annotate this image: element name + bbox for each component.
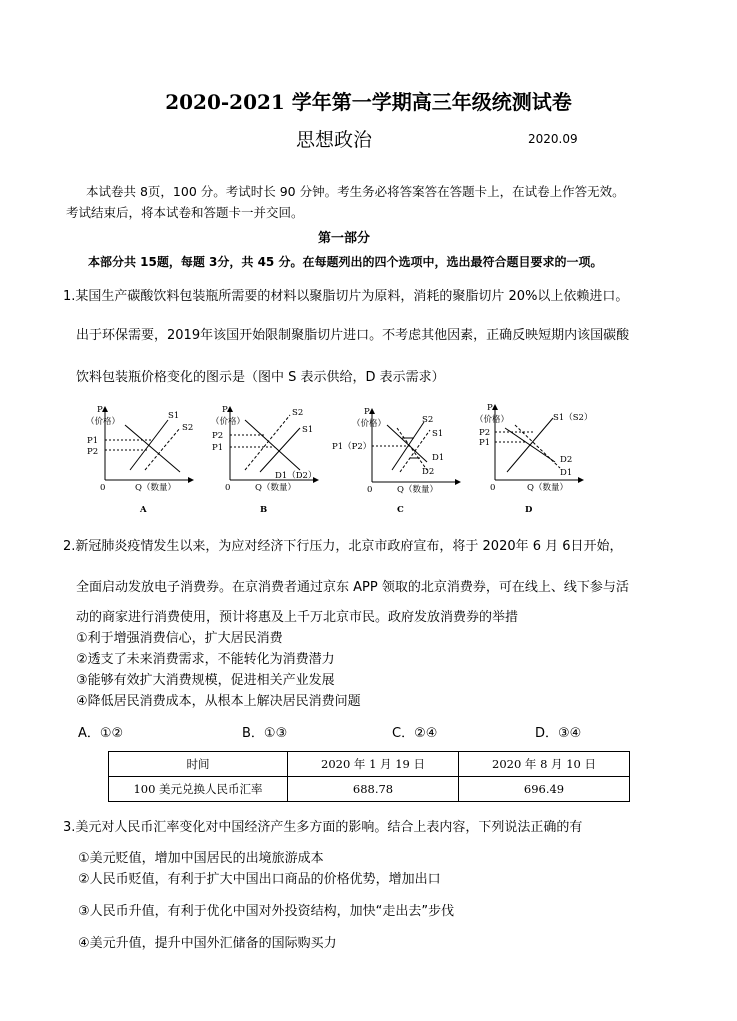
graph-c — [332, 400, 482, 520]
price-label-2: P1 — [212, 443, 224, 453]
table-header-cell: 时间 — [109, 752, 288, 777]
price-label-1: P2 — [212, 431, 224, 441]
q3-stem: 3.美元对人民币汇率变化对中国经济产生多方面的影响。结合上表内容，下列说法正确的有 — [63, 820, 583, 835]
graph-letter: D — [525, 505, 533, 515]
p-axis-unit: （价格） — [475, 415, 510, 425]
price-label-2: P2 — [87, 447, 99, 457]
table-cell: 688.78 — [288, 777, 459, 802]
p-axis-label: P — [487, 403, 493, 413]
table-header-row — [109, 752, 630, 777]
q-axis-label: Q（数量） — [135, 483, 176, 493]
exchange-rate-table — [108, 751, 630, 802]
p-axis-unit: （价格） — [352, 419, 387, 429]
q2-item-1: ①利于增强消费信心，扩大居民消费 — [76, 631, 283, 646]
table-row-label: 100 美元兑换人民币汇率 — [109, 777, 288, 802]
q-axis-label: Q（数量） — [255, 483, 296, 493]
origin-label: 0 — [100, 483, 106, 493]
curve-label-4: D1 — [560, 468, 573, 478]
curve-label-3: D1 — [432, 453, 445, 463]
graph-b — [205, 400, 345, 520]
q2-option-d: D．③④ — [535, 726, 582, 741]
intro-line-2: 考试结束后，将本试卷和答题卡一并交回。 — [66, 205, 304, 220]
q2-line-1: 2.新冠肺炎疫情发生以来，为应对经济下行压力，北京市政府宣布，将于 2020年 6 月 6日开始， — [63, 539, 623, 554]
q2-option-c: C．②④ — [392, 726, 438, 741]
q2-line-2: 全面启动发放电子消费券。在京消费者通过京东 APP 领取的北京消费券，可在线上、线下参与活 — [76, 580, 629, 595]
q-axis-label: Q（数量） — [397, 485, 438, 495]
p-axis-label: P — [222, 405, 228, 415]
curve-label-4: D2 — [422, 467, 435, 477]
part-instructions: 本部分共 15题，每题 3分，共 45 分。在每题列出的四个选项中，选出最符合题目要求的一项。 — [88, 255, 603, 269]
price-label-1: P2 — [479, 428, 491, 438]
q2-item-4: ④降低居民消费成本，从根本上解决居民消费问题 — [76, 694, 361, 709]
q3-item-4: ④美元升值，提升中国外汇储备的国际购买力 — [78, 936, 337, 951]
price-label-1: P1 — [87, 436, 99, 446]
part-heading: 第一部分 — [318, 231, 371, 246]
curve-label-1: S1（S2） — [553, 413, 593, 423]
intro-line-1: 本试卷共 8页，100 分。考试时长 90 分钟。考生务必将答案答在答题卡上，在试卷上作答无效。 — [86, 184, 625, 199]
p-axis-unit: （价格） — [86, 417, 121, 427]
graph-a-svg — [80, 400, 220, 520]
q2-option-a: A．①② — [78, 726, 124, 741]
curve-label-1: S2 — [292, 408, 304, 418]
price-label-2: P1 — [479, 438, 491, 448]
graph-letter: B — [260, 505, 268, 515]
price-label-1: P1（P2） — [332, 442, 372, 452]
curve-label-2: S1 — [302, 425, 314, 435]
curve-label-2: S1 — [432, 429, 444, 439]
origin-label: 0 — [490, 483, 496, 493]
exam-date: 2020.09 — [528, 132, 578, 146]
q3-item-3: ③人民币升值，有利于优化中国对外投资结构，加快“走出去”步伐 — [78, 904, 455, 919]
table-header-cell: 2020 年 1 月 19 日 — [288, 752, 459, 777]
q2-option-b: B．①③ — [242, 726, 288, 741]
curve-label-1: S1 — [168, 411, 180, 421]
q2-line-3: 动的商家进行消费使用，预计将惠及上千万北京市民。政府发放消费券的举措 — [76, 610, 519, 625]
graph-d-svg — [465, 400, 605, 520]
graph-letter: A — [140, 505, 147, 515]
p-axis-label: P — [97, 405, 103, 415]
curve-label-3: D1（D2） — [275, 471, 317, 481]
p-axis-label: P — [364, 407, 370, 417]
q2-item-3: ③能够有效扩大消费规模，促进相关产业发展 — [76, 673, 335, 688]
q2-item-2: ②透支了未来消费需求，不能转化为消费潜力 — [76, 652, 335, 667]
origin-label: 0 — [225, 483, 231, 493]
q1-line-3: 饮料包装瓶价格变化的图示是（图中 S 表示供给，D 表示需求） — [76, 370, 445, 385]
q3-item-2: ②人民币贬值，有利于扩大中国出口商品的价格优势，增加出口 — [78, 872, 441, 887]
graph-c-svg — [332, 400, 482, 520]
graph-letter: C — [397, 505, 404, 515]
curve-label-2: S2 — [182, 423, 194, 433]
q1-line-2: 出于环保需要，2019年该国开始限制聚脂切片进口。不考虑其他因素，正确反映短期内该国碳酸 — [76, 328, 630, 343]
table-header-cell: 2020 年 8 月 10 日 — [459, 752, 630, 777]
curve-label-3: D2 — [560, 455, 573, 465]
curve-label-1: S2 — [422, 415, 434, 425]
p-axis-unit: （价格） — [211, 417, 246, 427]
subject-title: 思想政治 — [296, 129, 373, 151]
q-axis-label: Q（数量） — [527, 483, 568, 493]
graph-a — [80, 400, 220, 520]
q3-item-1: ①美元贬值，增加中国居民的出境旅游成本 — [78, 851, 324, 866]
origin-label: 0 — [367, 485, 373, 495]
q1-line-1: 1.某国生产碳酸饮料包装瓶所需要的材料以聚脂切片为原料，消耗的聚脂切片 20%以上依赖进口。 — [63, 289, 629, 304]
table-cell: 696.49 — [459, 777, 630, 802]
graph-d — [465, 400, 605, 520]
table-row — [109, 777, 630, 802]
graph-b-svg — [205, 400, 345, 520]
exam-title: 2020-2021 学年第一学期高三年级统测试卷 — [165, 90, 572, 114]
